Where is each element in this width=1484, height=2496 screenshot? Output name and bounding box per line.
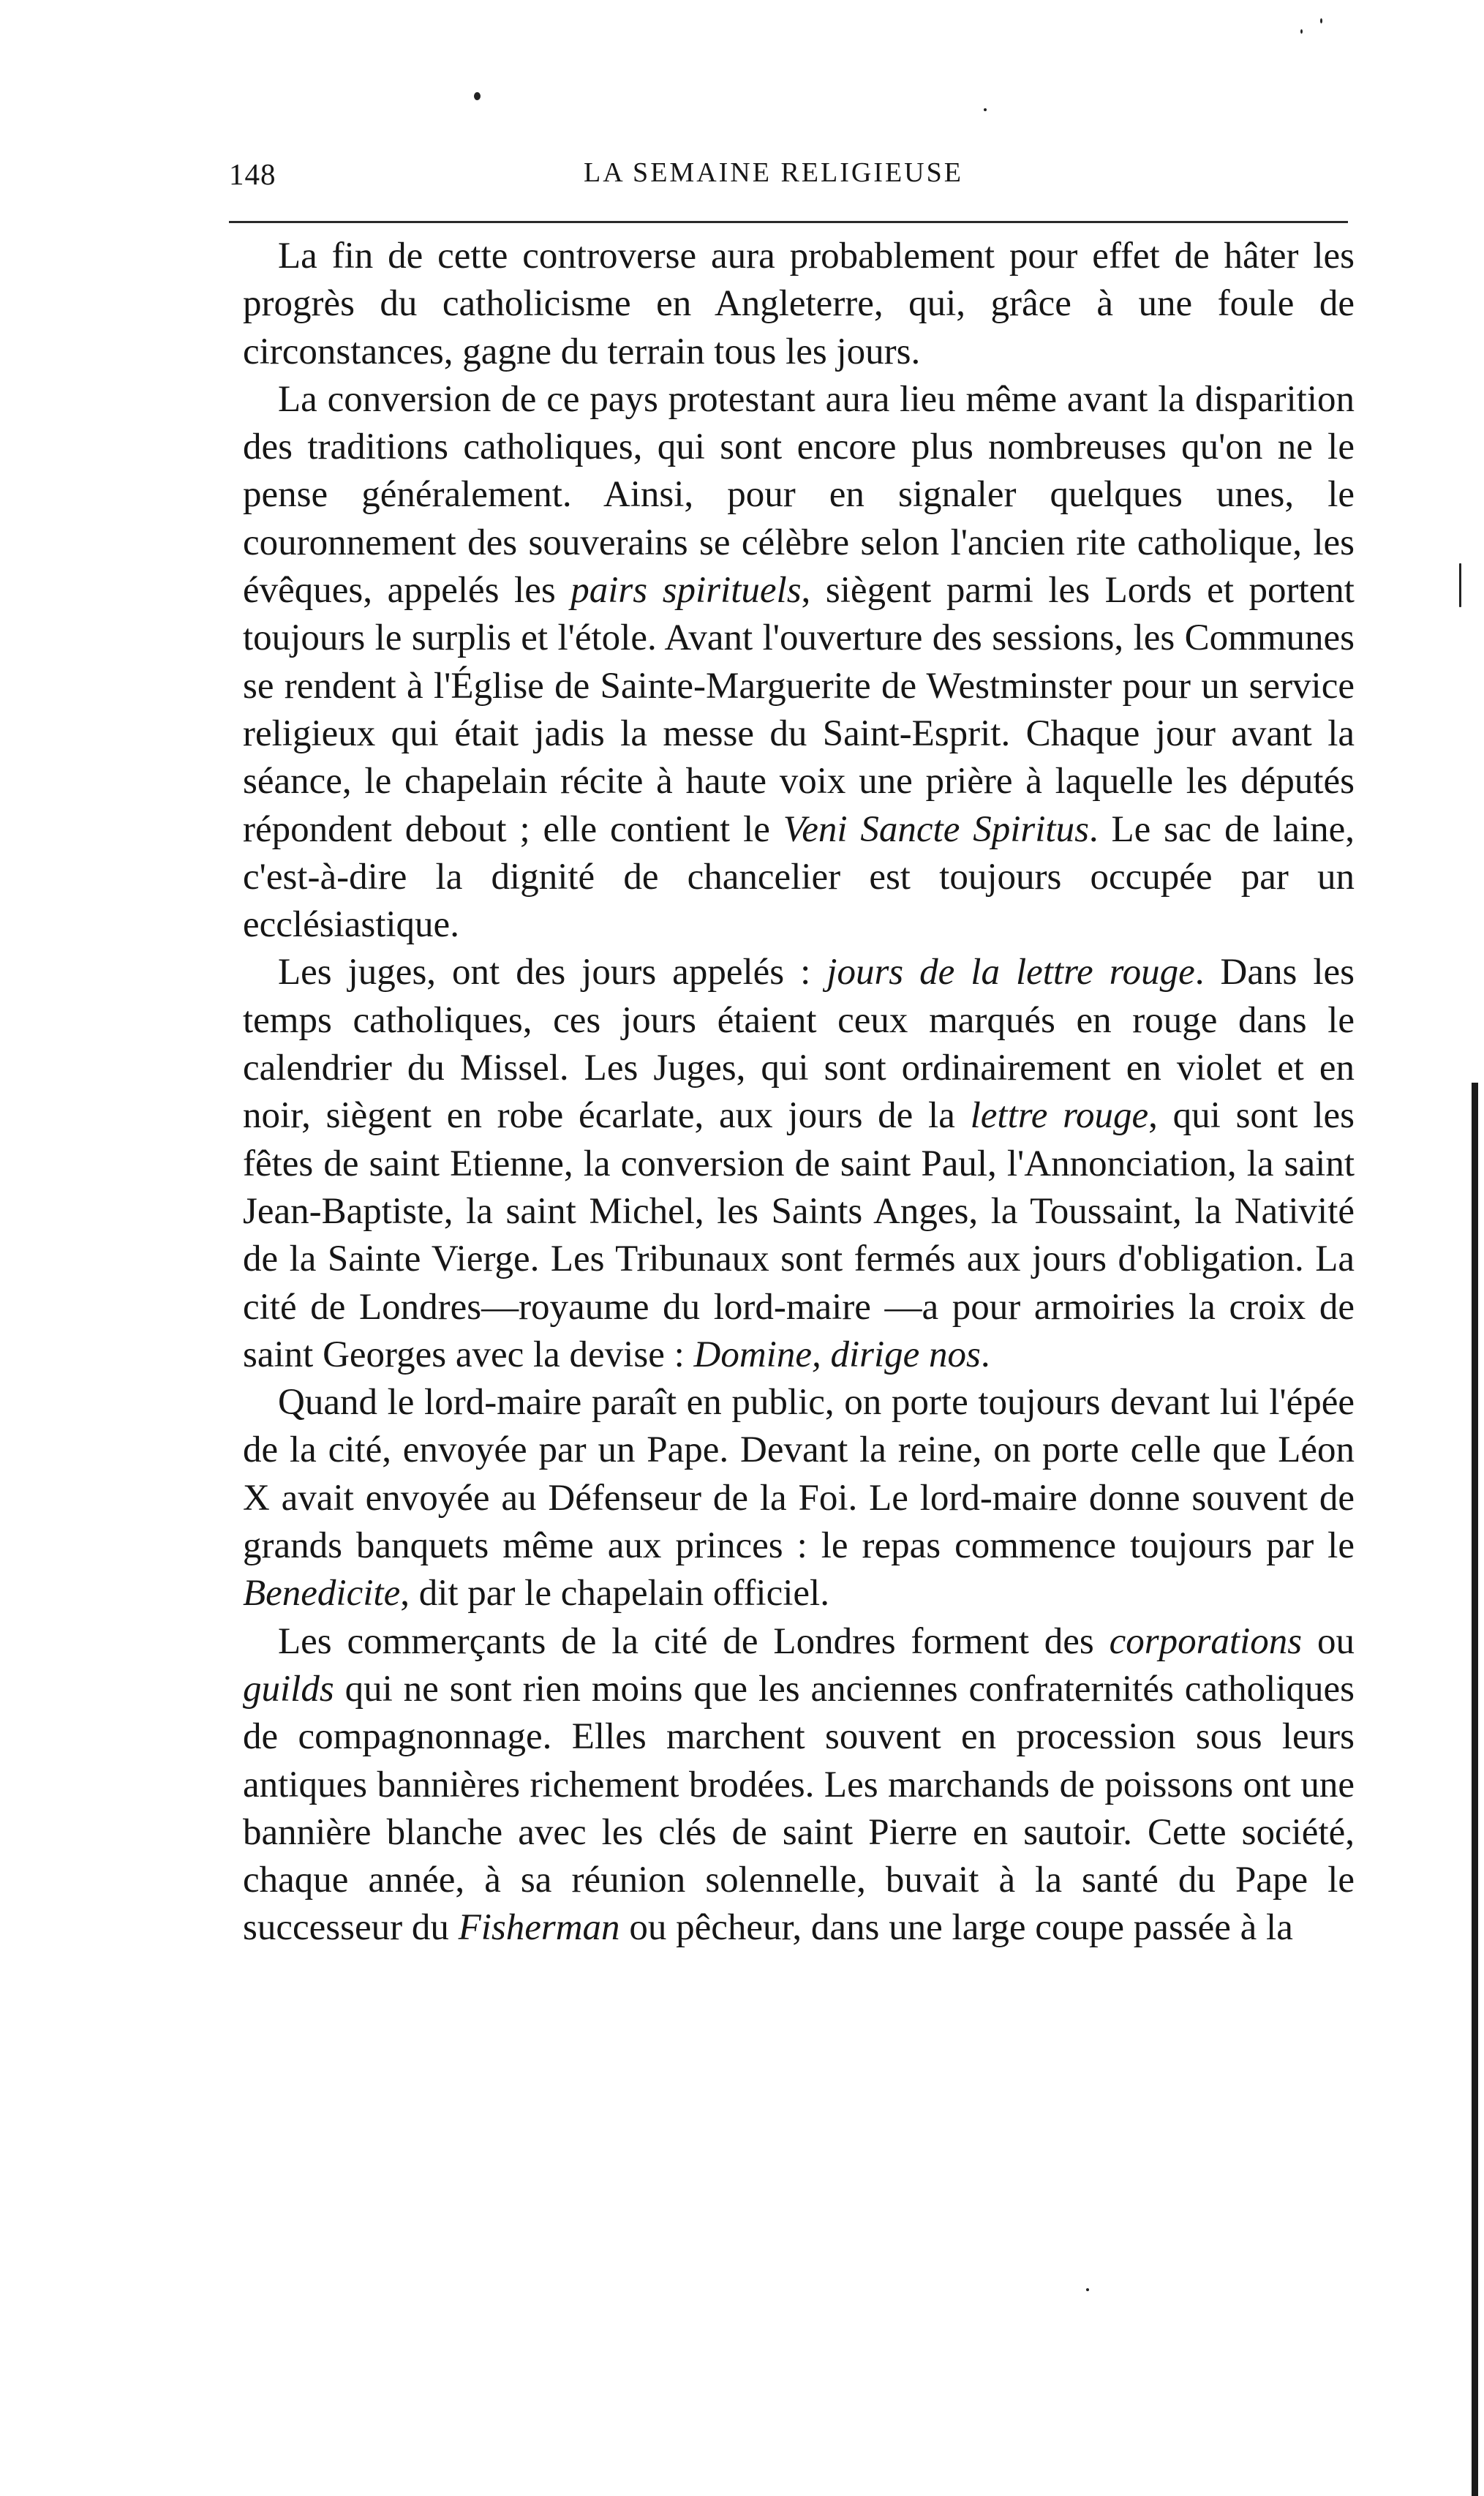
scan-speck [1086,2288,1089,2291]
italic-phrase: Veni Sancte Spiritus [783,808,1089,850]
scan-speck [1459,563,1461,607]
page-number: 148 [229,157,276,191]
scan-speck [984,108,987,111]
italic-phrase: Benedicite [243,1573,401,1614]
italic-phrase: corporations [1109,1620,1303,1662]
text-run: ou pêcheur, dans une large coupe passée à la [619,1907,1293,1949]
text-run: Les juges, ont des jours appelés : [278,952,827,993]
text-run: , siègent parmi les Lords et portent toujours le surplis et l'étole. Avant l'ouverture des sessions, les Communes se rendent à l'Église de Sainte-Marguerite de Westminster pour un service religieux qui était jadis la messe du Saint-Esprit. Chaque jour avant la séance, le chapelain récite à haute voix une prière à laquelle les députés répondent debout ; elle contient le [243,570,1355,850]
text-run: . Dans les temps catholiques, ces jours étaient ceux marqués en rouge dans le calendrier du Missel. Les Juges, qui sont ordinairement en violet et en noir, siègent en robe écarlate, aux jours de la [243,952,1355,1137]
text-run: qui ne sont rien moins que les anciennes confraternités catholiques de compagnonnage. Elles marchent souvent en procession sous leurs antiques bannières richement brodées. Les marchands de poissons ont une bannière blanche avec les clés de saint Pierre en sautoir. Cette société, chaque année, à sa réunion solennelle, buvait à la santé du Pape le successeur du [243,1668,1355,1949]
italic-phrase: guilds [243,1668,334,1710]
text-run: Quand le lord-maire paraît en public, on porte toujours devant lui l'épée de la cité, envoyée par un Pape. Devant la reine, on porte celle que Léon X avait envoyée au Défenseur de la Foi. Le lord-maire donne souvent de grands banquets même aux princes : le repas commence toujours par le [243,1382,1355,1567]
scan-speck [1320,18,1322,23]
text-run: , qui sont les fêtes de saint Etienne, la conversion de saint Paul, l'Annonciation, la saint Jean-Baptiste, la saint Michel, les Saints Anges, la Toussaint, la Nativité de la Sainte Vierge. Les Tribunaux sont fermés aux jours d'obligation. La cité de Londres—royaume du lord-maire —a pour armoiries la croix de saint Georges avec la devise : [243,1095,1355,1375]
paragraph [243,233,1355,376]
paragraph [243,1379,1355,1617]
scan-speck [1300,29,1303,34]
italic-phrase: Fisherman [458,1907,620,1949]
header-rule [229,221,1348,223]
paragraph [243,949,1355,1379]
page-header [229,154,1348,205]
text-run: , dit par le chapelain officiel. [400,1573,829,1614]
text-run: La conversion de ce pays protestant aura lieu même avant la disparition des traditions catholiques, qui sont encore plus nombreuses qu'on ne le pense généralement. Ainsi, pour en signaler quelques unes, le couronnement des souverains se célèbre selon l'ancien rite catholique, les évêques, appelés les [243,378,1355,612]
paragraph [243,376,1355,950]
scan-edge-shadow [1472,1083,1478,2496]
text-run: . [980,1334,990,1375]
running-title: LA SEMAINE RELIGIEUSE [584,157,963,188]
text-run: . Le sac de laine, c'est-à-dire la dignité de chancelier est toujours occupée par un ecclésiastique. [243,808,1355,946]
italic-phrase: Domine, dirige nos [693,1334,981,1375]
italic-phrase: jours de la lettre rouge [826,952,1195,993]
italic-phrase: lettre rouge [970,1095,1149,1137]
italic-phrase: pairs spirituels [570,570,802,612]
text-run: La fin de cette controverse aura probablement pour effet de hâter les progrès du catholicisme en Angleterre, qui, grâce à une foule de circonstances, gagne du terrain tous les jours. [243,236,1355,372]
text-run: Les commerçants de la cité de Londres forment des [278,1620,1110,1662]
text-run: ou [1302,1620,1355,1662]
scan-speck [474,92,481,100]
body-text [243,233,1355,1952]
paragraph [243,1618,1355,1952]
